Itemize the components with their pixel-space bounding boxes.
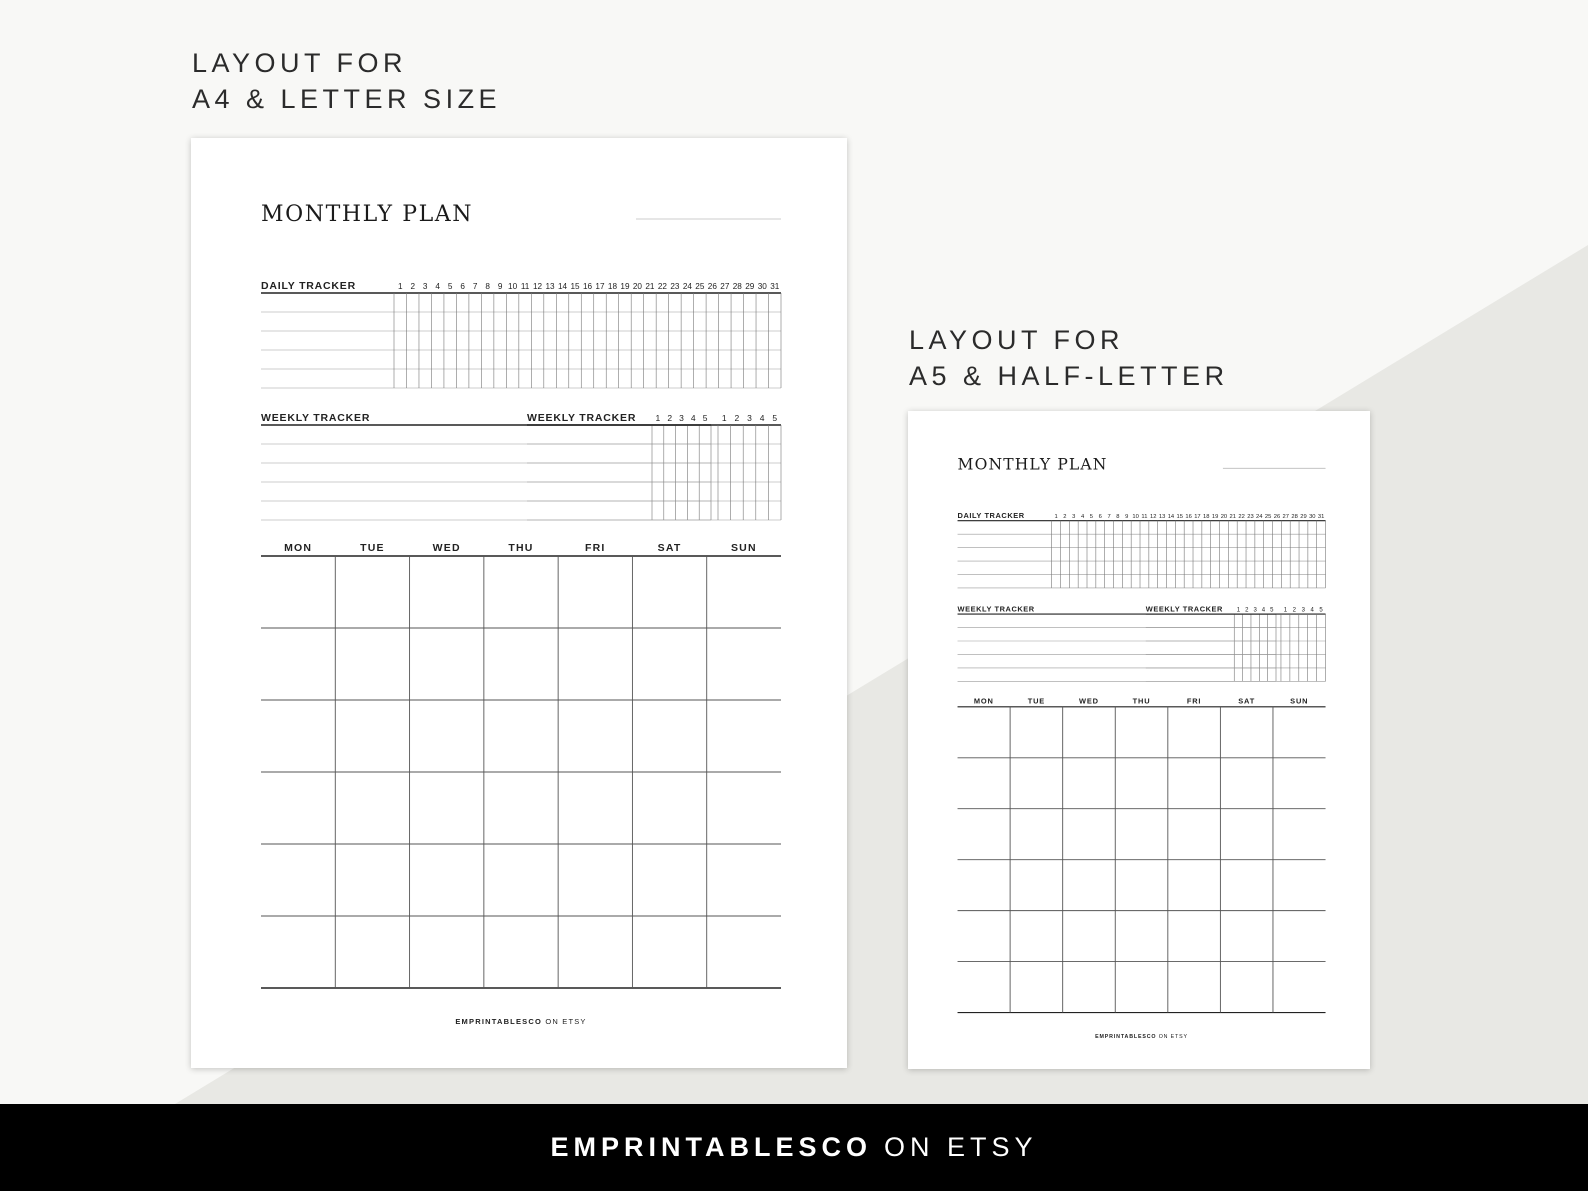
a5-daily-tracker-number: 13	[1158, 513, 1166, 520]
a5-footer-suffix: ON ETSY	[1156, 1034, 1188, 1041]
a5-weekday-header: MON	[973, 696, 994, 706]
a4-weekly-tracker-left-number: 2	[667, 413, 673, 423]
a5-daily-tracker-number: 10	[1132, 513, 1139, 520]
a4-daily-tracker-number: 4	[435, 282, 440, 291]
a4-weekly-tracker-right-number: 1	[721, 413, 727, 423]
a4-daily-tracker-number: 22	[657, 282, 667, 291]
a4-weekday-header: WED	[432, 542, 461, 554]
a5-daily-tracker-number: 29	[1300, 513, 1307, 520]
a4-daily-tracker-number: 8	[485, 282, 490, 291]
a5-weekly-tracker-right-number: 2	[1292, 607, 1297, 614]
a4-footer-suffix: ON ETSY	[542, 1017, 587, 1026]
a4-weekly-tracker-left-number: 5	[702, 413, 708, 423]
a4-footer-brand: EMPRINTABLESCO	[455, 1017, 543, 1026]
a4-daily-tracker-number: 21	[645, 282, 655, 291]
a5-daily-tracker-number: 25	[1264, 513, 1272, 520]
a4-daily-tracker-number: 30	[757, 282, 767, 291]
a5-daily-tracker-number: 20	[1220, 513, 1228, 520]
a5-daily-tracker-number: 26	[1273, 513, 1281, 520]
layout-a4-line2: A4 & LETTER SIZE	[192, 84, 502, 114]
a4-weekday-header: SUN	[730, 542, 757, 554]
a4-planner-sheet	[191, 138, 847, 1068]
footer-banner	[0, 1104, 1588, 1191]
a5-daily-tracker-number: 16	[1185, 513, 1192, 520]
a5-daily-tracker-number: 11	[1141, 513, 1148, 520]
a5-weekly-tracker-left-number: 1	[1236, 607, 1241, 614]
a4-daily-tracker-number: 23	[670, 282, 680, 291]
a5-weekday-header: TUE	[1027, 696, 1046, 706]
footer-banner-suffix: ON ETSY	[883, 1132, 1038, 1162]
a4-planner-drawing	[191, 138, 847, 1068]
a5-daily-tracker-number: 27	[1282, 513, 1290, 520]
a5-weekday-header: SAT	[1238, 696, 1256, 706]
a5-daily-tracker-number: 15	[1176, 513, 1183, 520]
a5-daily-tracker-label: DAILY TRACKER	[957, 510, 1025, 520]
a5-daily-tracker-number: 31	[1317, 513, 1325, 520]
a4-daily-tracker-number: 10	[508, 282, 518, 291]
layout-a5-line2: A5 & HALF-LETTER	[909, 361, 1229, 391]
a4-daily-tracker-number: 24	[682, 282, 692, 291]
a5-weekday-header: SUN	[1290, 696, 1309, 706]
a4-weekday-header: MON	[284, 542, 313, 554]
a4-weekly-tracker-right-number: 5	[772, 413, 778, 423]
a4-daily-tracker-number: 17	[595, 282, 605, 291]
a5-daily-tracker-number: 6	[1098, 513, 1102, 520]
a4-daily-tracker-number: 28	[732, 282, 742, 291]
a5-weekly-tracker-right-number: 3	[1301, 607, 1305, 614]
a5-footer-brand: EMPRINTABLESCO	[1095, 1034, 1157, 1041]
a5-daily-tracker-number: 21	[1229, 513, 1237, 520]
a4-monthly-plan-title: MONTHLY PLAN	[261, 202, 474, 227]
a4-weekly-tracker-right-number: 2	[734, 413, 740, 423]
a5-weekly-tracker-right-number: 4	[1310, 607, 1314, 614]
a5-weekly-tracker-right-number: 5	[1319, 607, 1323, 614]
a5-daily-tracker-number: 3	[1072, 513, 1076, 520]
layout-a5-line1: LAYOUT FOR	[909, 325, 1125, 355]
a5-weekday-header: FRI	[1186, 696, 1202, 706]
a4-daily-tracker-number: 20	[632, 282, 642, 291]
a5-weekly-tracker-left-number: 2	[1245, 607, 1249, 614]
a5-planner-drawing	[908, 411, 1370, 1069]
a5-daily-tracker-number: 8	[1116, 513, 1120, 520]
a5-daily-tracker-number: 22	[1238, 513, 1245, 520]
a5-daily-tracker-number: 30	[1309, 513, 1316, 520]
a5-daily-tracker-number: 28	[1291, 513, 1298, 520]
a4-daily-tracker-number: 5	[447, 282, 453, 291]
a4-daily-tracker-number: 14	[557, 282, 568, 291]
layout-a4-line1: LAYOUT FOR	[192, 48, 408, 78]
a4-daily-tracker-number: 27	[720, 282, 730, 291]
a4-daily-tracker-number: 2	[410, 282, 416, 291]
a4-weekday-header: FRI	[585, 542, 606, 554]
a4-weekly-tracker-left-number: 3	[679, 413, 684, 423]
a4-daily-tracker-number: 1	[397, 282, 403, 291]
a5-planner-sheet	[908, 411, 1370, 1069]
a5-daily-tracker-number: 18	[1203, 513, 1210, 520]
layout-a4-heading	[192, 45, 501, 117]
a5-weekly-tracker-left-number: 5	[1270, 607, 1274, 614]
a5-daily-tracker-number: 12	[1150, 513, 1157, 520]
a5-daily-tracker-number: 24	[1256, 513, 1263, 520]
a4-daily-tracker-number: 12	[533, 282, 543, 291]
a4-daily-tracker-number: 11	[520, 282, 530, 291]
a4-daily-tracker-number: 19	[620, 282, 630, 291]
a5-weekday-header: THU	[1132, 696, 1151, 706]
a5-daily-tracker-number: 4	[1080, 513, 1085, 520]
a4-daily-tracker-number: 3	[422, 282, 428, 291]
a5-weekly-tracker-left-number: 4	[1261, 607, 1266, 614]
a4-weekday-header: SAT	[657, 542, 682, 554]
a4-daily-tracker-number: 6	[460, 282, 465, 291]
a5-daily-tracker-number: 5	[1089, 513, 1094, 520]
a5-daily-tracker-number: 9	[1125, 513, 1129, 520]
a5-daily-tracker-number: 17	[1194, 513, 1201, 520]
a4-daily-tracker-number: 18	[607, 282, 618, 291]
a4-daily-tracker-number: 25	[695, 282, 705, 291]
a5-weekly-tracker-right-label: WEEKLY TRACKER	[1145, 604, 1224, 614]
a4-daily-tracker-label: DAILY TRACKER	[261, 280, 356, 292]
a4-daily-tracker-number: 16	[582, 282, 593, 291]
a5-weekly-tracker-left-number: 3	[1253, 607, 1257, 614]
a4-daily-tracker-number: 31	[770, 282, 780, 291]
a4-weekday-header: TUE	[360, 542, 385, 554]
a4-daily-tracker-number: 7	[472, 282, 478, 291]
footer-banner-brand: EMPRINTABLESCO	[550, 1132, 872, 1162]
a5-weekly-tracker-right-number: 1	[1283, 607, 1288, 614]
a5-daily-tracker-number: 1	[1054, 513, 1058, 520]
a4-weekday-header: THU	[508, 542, 534, 554]
a5-daily-tracker-number: 2	[1063, 513, 1067, 520]
a4-daily-tracker-number: 15	[570, 282, 580, 291]
a5-daily-tracker-number: 7	[1107, 513, 1111, 520]
a4-daily-tracker-number: 9	[497, 282, 503, 291]
a5-daily-tracker-number: 23	[1247, 513, 1254, 520]
a4-weekly-tracker-left-number: 1	[655, 413, 661, 423]
a5-monthly-plan-title: MONTHLY PLAN	[957, 455, 1108, 474]
a4-weekly-tracker-right-label: WEEKLY TRACKER	[527, 412, 637, 424]
a4-weekly-tracker-right-number: 3	[747, 413, 752, 423]
a5-footer-credit	[1095, 1034, 1188, 1040]
a4-footer-credit	[455, 1017, 586, 1026]
a4-daily-tracker-number: 13	[545, 282, 555, 291]
a5-daily-tracker-number: 14	[1167, 513, 1175, 520]
a5-daily-tracker-number: 19	[1211, 513, 1219, 520]
layout-a5-heading	[909, 322, 1229, 394]
a4-weekly-tracker-left-label: WEEKLY TRACKER	[261, 412, 371, 424]
a5-weekly-tracker-left-label: WEEKLY TRACKER	[957, 604, 1035, 614]
a4-daily-tracker-number: 29	[745, 282, 755, 291]
a4-weekly-tracker-left-number: 4	[690, 413, 696, 423]
a4-daily-tracker-number: 26	[707, 282, 717, 291]
a5-weekday-header: WED	[1079, 696, 1099, 706]
a4-weekly-tracker-right-number: 4	[759, 413, 765, 423]
